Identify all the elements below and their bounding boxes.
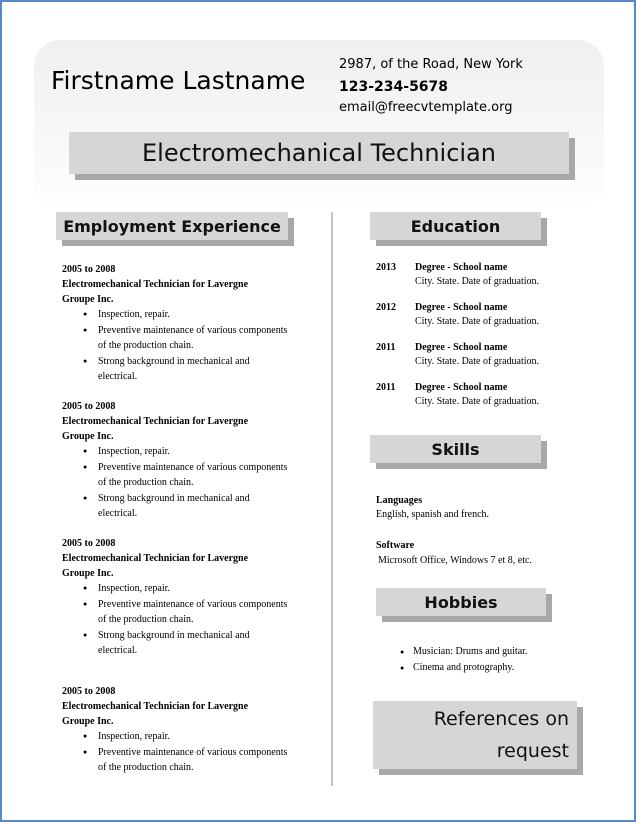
skills-software-label: Software [376, 540, 415, 551]
job-duty: ● Inspection, repair. [98, 581, 324, 597]
education-heading: Education [370, 212, 541, 240]
job-company-line: Groupe Inc. [62, 294, 114, 305]
education-place: City. State. Date of graduation. [415, 396, 540, 407]
education-year: 2012 [376, 302, 396, 313]
skills-languages-value: English, spanish and french. [376, 509, 490, 520]
job-duties [62, 729, 324, 776]
job-entry [62, 399, 324, 522]
skills-software-value: Microsoft Office, Windows 7 et 8, etc. [378, 555, 532, 566]
job-duty: ● Strong background in mechanical and electrical. [98, 354, 324, 385]
job-duty: ● Preventive maintenance of various components of the production chain. [98, 460, 324, 491]
candidate-name: Firstname Lastname [51, 66, 306, 95]
references-line2: request [496, 740, 569, 762]
job-dates: 2005 to 2008 [62, 264, 116, 275]
job-duty: ● Strong background in mechanical and electrical. [98, 491, 324, 522]
job-duty: ● Preventive maintenance of various components of the production chain. [98, 745, 324, 776]
references-box [373, 701, 577, 769]
job-dates: 2005 to 2008 [62, 538, 116, 549]
job-duty: ● Preventive maintenance of various components of the production chain. [98, 323, 324, 354]
hobby-item: ● Cinema and protography. [400, 660, 527, 676]
contact-email: email@freecvtemplate.org [339, 100, 513, 115]
job-company-line: Groupe Inc. [62, 431, 114, 442]
education-year: 2013 [376, 262, 396, 273]
job-title-banner: Electromechanical Technician [69, 132, 569, 174]
job-duties [62, 444, 324, 522]
job-dates: 2005 to 2008 [62, 401, 116, 412]
employment-heading: Employment Experience [56, 212, 288, 240]
column-divider [331, 212, 333, 786]
job-title-line: Electromechanical Technician for Lavergne [62, 279, 249, 290]
hobbies-list [400, 644, 527, 676]
job-company-line: Groupe Inc. [62, 568, 114, 579]
education-year: 2011 [376, 382, 396, 393]
contact-phone: 123-234-5678 [339, 79, 449, 95]
education-place: City. State. Date of graduation. [415, 316, 540, 327]
job-duty: ● Strong background in mechanical and electrical. [98, 628, 324, 659]
job-duty: ● Inspection, repair. [98, 444, 324, 460]
job-company-line: Groupe Inc. [62, 716, 114, 727]
hobbies-heading: Hobbies [376, 588, 546, 616]
skills-heading: Skills [370, 435, 541, 463]
job-title-line: Electromechanical Technician for Lavergne [62, 701, 249, 712]
education-place: City. State. Date of graduation. [415, 356, 540, 367]
skills-languages-label: Languages [376, 495, 423, 506]
job-title-line: Electromechanical Technician for Lavergne [62, 416, 249, 427]
job-duties [62, 581, 324, 659]
job-entry [62, 684, 324, 776]
education-degree: Degree - School name [415, 262, 508, 273]
contact-address: 2987, of the Road, New York [339, 57, 523, 72]
education-degree: Degree - School name [415, 382, 508, 393]
job-title-line: Electromechanical Technician for Lavergne [62, 553, 249, 564]
job-duty: ● Inspection, repair. [98, 729, 324, 745]
job-entry [62, 262, 324, 385]
job-duty: ● Preventive maintenance of various components of the production chain. [98, 597, 324, 628]
education-degree: Degree - School name [415, 342, 508, 353]
education-place: City. State. Date of graduation. [415, 276, 540, 287]
job-dates: 2005 to 2008 [62, 686, 116, 697]
job-duties [62, 307, 324, 385]
education-year: 2011 [376, 342, 396, 353]
hobby-item: ● Musician: Drums and guitar. [400, 644, 527, 660]
job-duty: ● Inspection, repair. [98, 307, 324, 323]
references-line1: References on [433, 708, 569, 730]
job-entry [62, 536, 324, 659]
education-degree: Degree - School name [415, 302, 508, 313]
